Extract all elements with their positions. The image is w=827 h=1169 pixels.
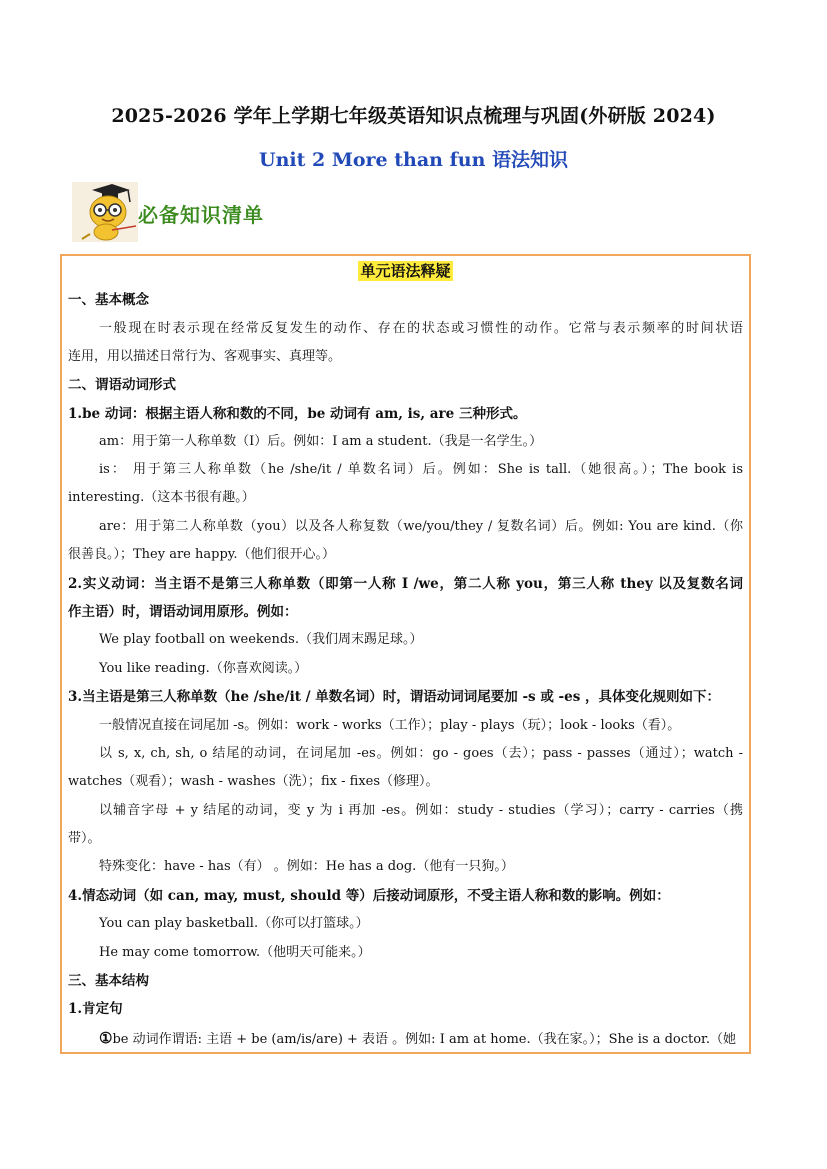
- rule-third-person: 3.当主语是第三人称单数（he /she/it / 单数名词）时，谓语动词词尾要加 -s 或 -es ，具体变化规则如下：: [68, 689, 721, 705]
- be-verb-structure-line: be 动词作谓语: 主语 + be (am/is/are) + 表语 。例如: I am at home.（我在家。）；She is a doctor.（她: [112, 1032, 736, 1047]
- section-heading: 必备知识清单: [138, 203, 264, 227]
- document-title: 2025-2026 学年上学期七年级英语知识点梳理与巩固(外研版 2024): [111, 105, 716, 127]
- paragraph-line: 特殊变化：have - has（有） 。例如：He has a dog.（他有一只狗。）: [99, 859, 514, 874]
- paragraph-line: am：用于第一人称单数（I）后。例如：I am a student.（我是一名学生。）: [99, 434, 543, 449]
- box-title: 单元语法释疑: [360, 262, 451, 280]
- paragraph-line: are：用于第二人称单数（you）以及各人称复数（we/you/they / 复数名词）后。例如: You are kind.（你: [99, 519, 743, 534]
- paragraph-line: 带）。: [68, 831, 101, 846]
- paragraph-line: 一般现在时表示现在经常反复发生的动作、存在的状态或习惯性的动作。它常与表示频率的时间状语: [99, 321, 743, 336]
- example-line: You like reading.（你喜欢阅读。）: [99, 661, 308, 676]
- paragraph-line: watches（观看）；wash - washes（洗）；fix - fixes（修理）。: [68, 774, 439, 789]
- rule-modal-verb: 4.情态动词（如 can, may, must, should 等）后接动词原形，不受主语人称和数的影响。例如：: [68, 888, 670, 904]
- example-line: He may come tomorrow.（他明天可能来。）: [99, 945, 371, 960]
- heading-verb-forms: 二、谓语动词形式: [68, 377, 176, 393]
- example-line: You can play basketball.（你可以打篮球。）: [99, 916, 369, 931]
- example-line: We play football on weekends.（我们周末踢足球。）: [99, 632, 423, 647]
- grammar-box: [60, 254, 751, 1054]
- paragraph-line: 连用，用以描述日常行为、客观事实、真理等。: [68, 349, 342, 364]
- heading-basic-concept: 一、基本概念: [68, 292, 149, 308]
- paragraph-line: 以辅音字母 + y 结尾的动词，变 y 为 i 再加 -es。例如：study - studies（学习）；carry - carries（携: [99, 803, 743, 818]
- paragraph-line: 以 s, x, ch, sh, o 结尾的动词，在词尾加 -es。例如：go - goes（去）；pass - passes（通过）；watch -: [99, 746, 743, 761]
- paragraph-line: interesting.（这本书很有趣。）: [68, 490, 255, 505]
- paragraph-line: 很善良。）；They are happy.（他们很开心。）: [68, 547, 336, 562]
- rule-action-verb: 2.实义动词：当主语不是第三人称单数（即第一人称 I /we，第二人称 you，第三人称 they 以及复数名词: [68, 576, 743, 592]
- circled-number-one: ①: [99, 1029, 113, 1047]
- heading-basic-structure: 三、基本结构: [68, 973, 149, 989]
- paragraph-line: is： 用于第三人称单数（he /she/it / 单数名词）后。例如：She is tall.（她很高。）；The book is: [99, 462, 743, 477]
- document-subtitle: Unit 2 More than fun 语法知识: [259, 149, 568, 171]
- heading-affirmative: 1.肯定句: [68, 1001, 123, 1017]
- paragraph-line: 一般情况直接在词尾加 -s。例如：work - works（工作）；play - plays（玩）；look - looks（看）。: [99, 718, 681, 733]
- rule-action-verb-cont: 作主语）时，谓语动词用原形。例如：: [68, 604, 298, 620]
- paragraph-line: [99, 1029, 743, 1049]
- mascot-icon: [72, 182, 138, 242]
- rule-be-verb: 1.be 动词：根据主语人称和数的不同，be 动词有 am, is, are 三种形式。: [68, 406, 527, 422]
